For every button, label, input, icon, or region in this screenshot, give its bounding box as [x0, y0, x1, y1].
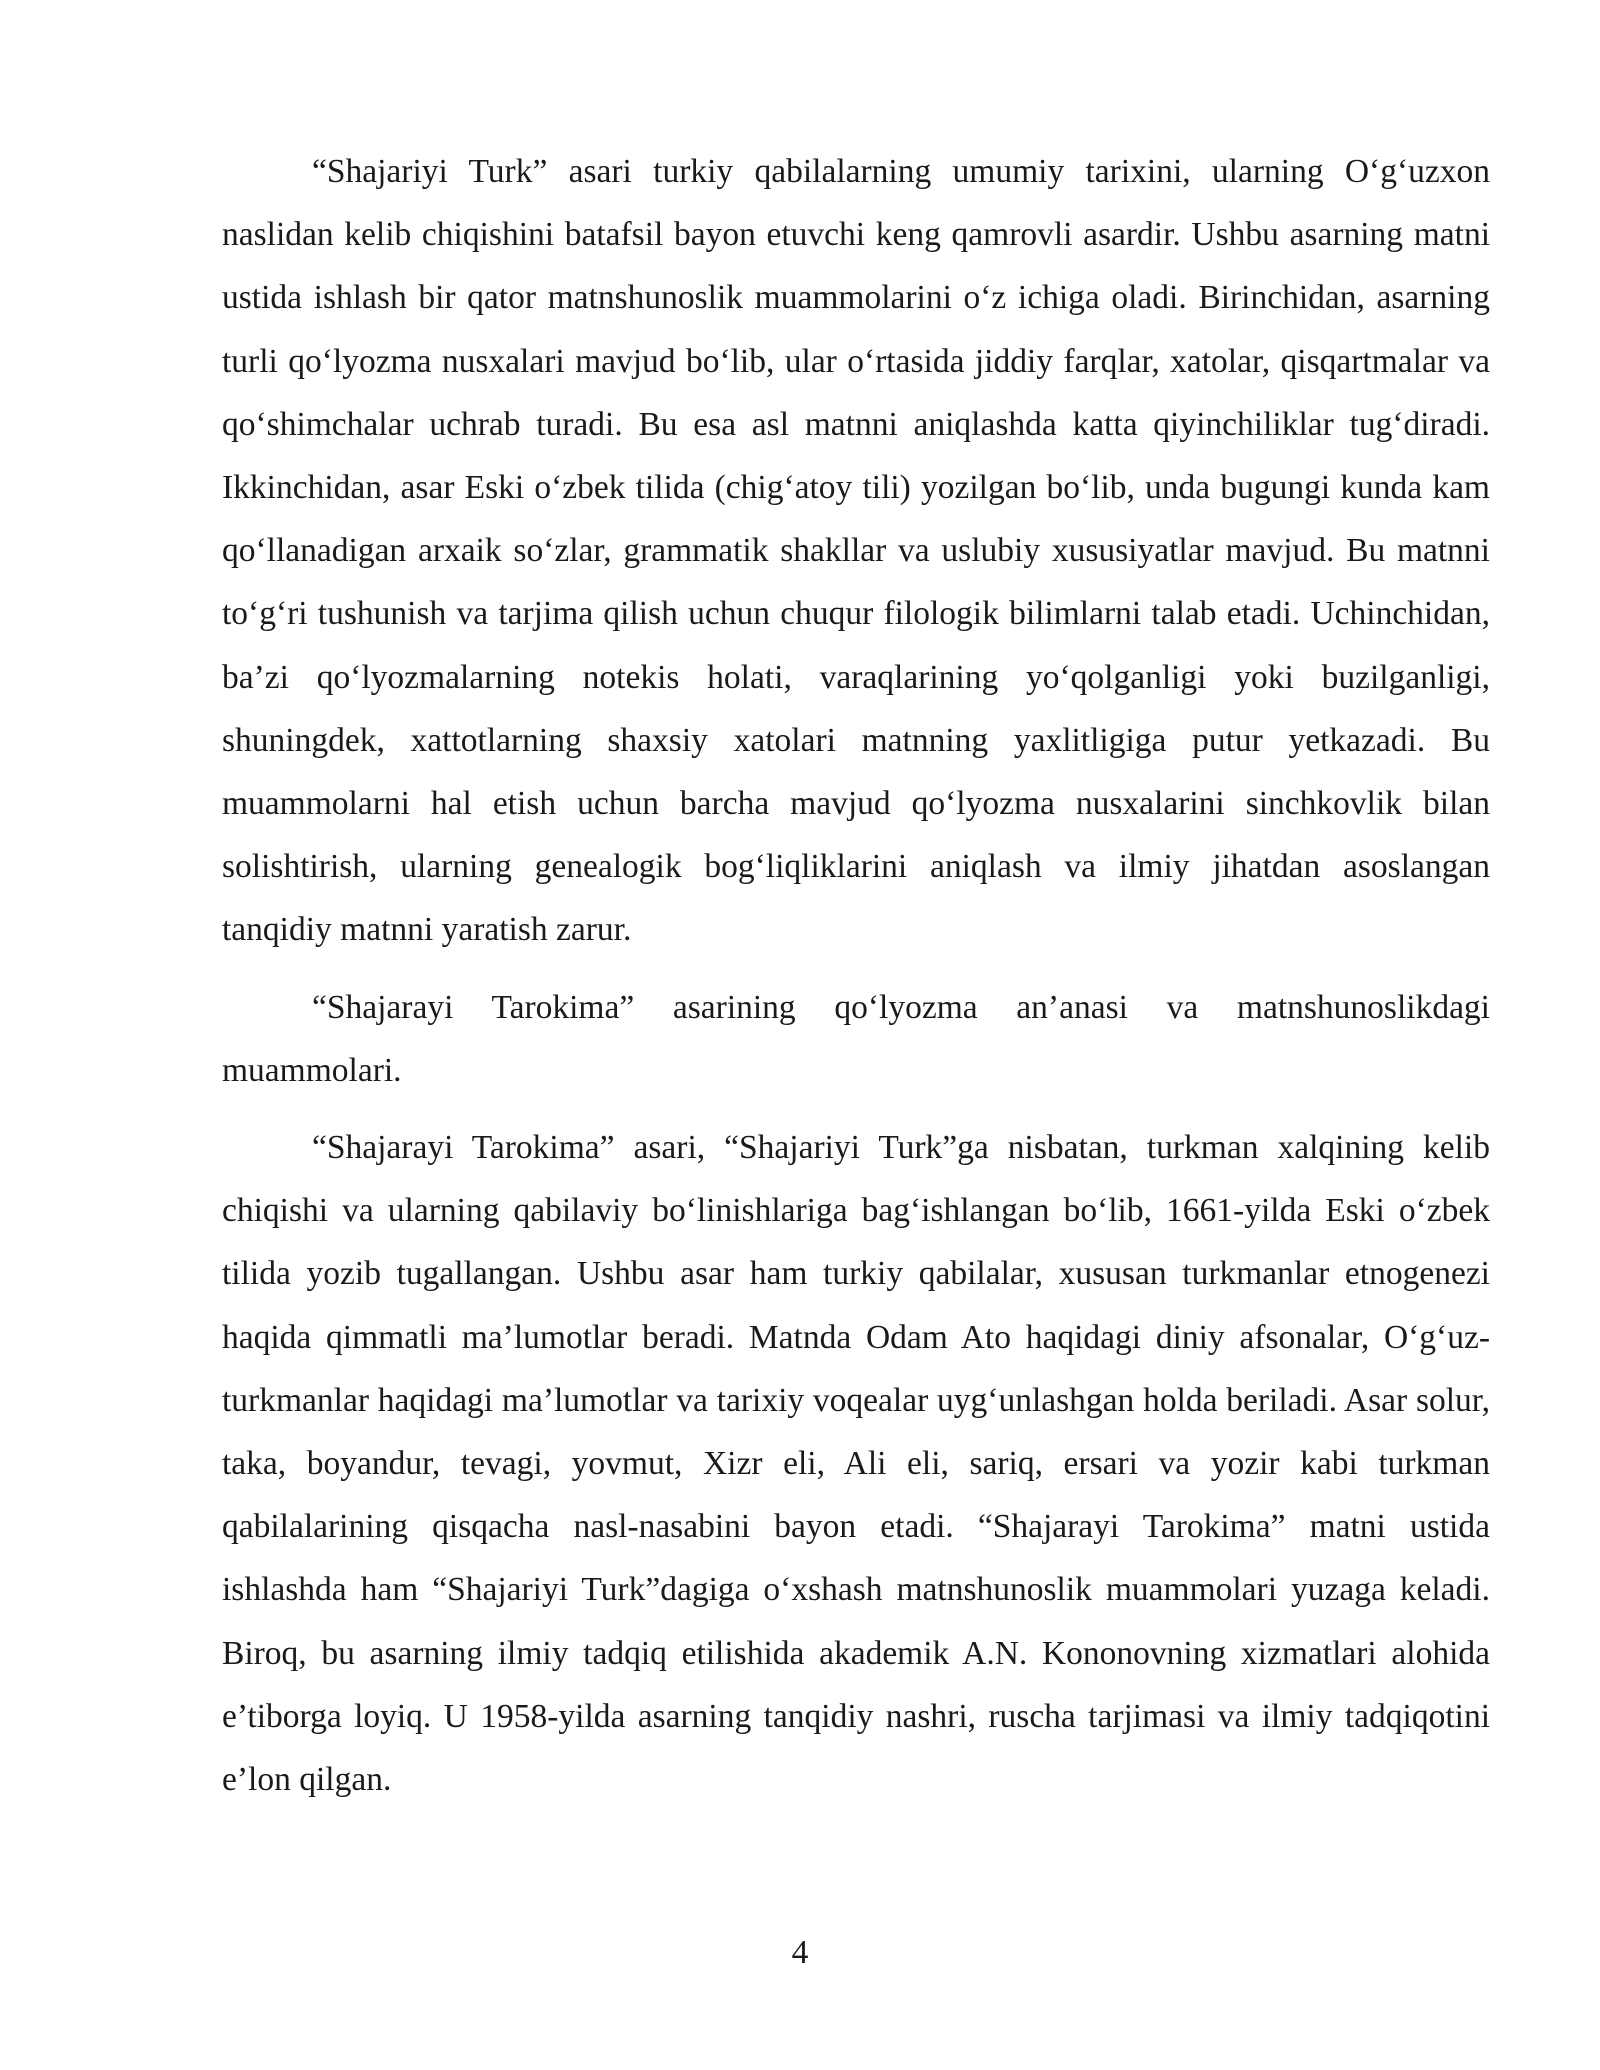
paragraph-shajariyi-turk: “Shajariyi Turk” asari turkiy qabilalarning umumiy tarixini, ularning O‘g‘uzxon naslidan kelib chiqishini batafsil bayon etuvchi keng qamrovli asardir. Ushbu asarning matni ustida ishlash bir qator matnshunoslik muammolarini o‘z ichiga oladi. Birinchidan, asarning turli qo‘lyozma nusxalari mavjud bo‘lib, ular o‘rtasida jiddiy farqlar, xatolar, qisqartmalar va qo‘shimchalar uchrab turadi. Bu esa asl matnni aniqlashda katta qiyinchiliklar tug‘diradi. Ikkinchidan, asar Eski o‘zbek tilida (chig‘atoy tili) yozilgan bo‘lib, unda bugungi kunda kam qo‘llanadigan arxaik so‘zlar, grammatik shakllar va uslubiy xususiyatlar mavjud. Bu matnni to‘g‘ri tushunish va tarjima qilish uchun chuqur filologik bilimlarni talab etadi. Uchinchidan, ba’zi qo‘lyozmalarning notekis holati, varaqlarining yo‘qolganligi yoki buzilganligi, shuningdek, xattotlarning shaxsiy xatolari matnning yaxlitligiga putur yetkazadi. Bu muammolarni hal etish uchun barcha mavjud qo‘lyozma nusxalarini sinchkovlik bilan solishtirish, ularning genealogik bog‘liqliklarini aniqlash va ilmiy jihatdan asoslangan tanqidiy matnni yaratish zarur.	[222, 153, 1490, 949]
section-heading-shajarayi-tarokima: “Shajarayi Tarokima” asarining qo‘lyozma an’anasi va matnshunoslikdagi muammolari.	[222, 988, 1490, 1089]
paragraph-shajarayi-tarokima: “Shajarayi Tarokima” asari, “Shajariyi Turk”ga nisbatan, turkman xalqining kelib chiqishi va ularning qabilaviy bo‘linishlariga bag‘ishlangan bo‘lib, 1661-yilda Eski o‘zbek tilida yozib tugallangan. Ushbu asar ham turkiy qabilalar, xususan turkmanlar etnogenezi haqida qimmatli ma’lumotlar beradi. Matnda Odam Ato haqidagi diniy afsonalar, O‘g‘uz-turkmanlar haqidagi ma’lumotlar va tarixiy voqealar uyg‘unlashgan holda beriladi. Asar solur, taka, boyandur, tevagi, yovmut, Xizr eli, Ali eli, sariq, ersari va yozir kabi turkman qabilalarining qisqacha nasl-nasabini bayon etadi. “Shajarayi Tarokima” matni ustida ishlashda ham “Shajariyi Turk”dagiga o‘xshash matnshunoslik muammolari yuzaga keladi. Biroq, bu asarning ilmiy tadqiq etilishida akademik A.N. Kononovning xizmatlari alohida e’tiborga loyiq. U 1958-yilda asarning tanqidiy nashri, ruscha tarjimasi va ilmiy tadqiqotini e’lon qilgan.	[222, 1129, 1490, 1799]
page-number: 4	[791, 1934, 809, 1971]
body-text	[222, 140, 1490, 1811]
